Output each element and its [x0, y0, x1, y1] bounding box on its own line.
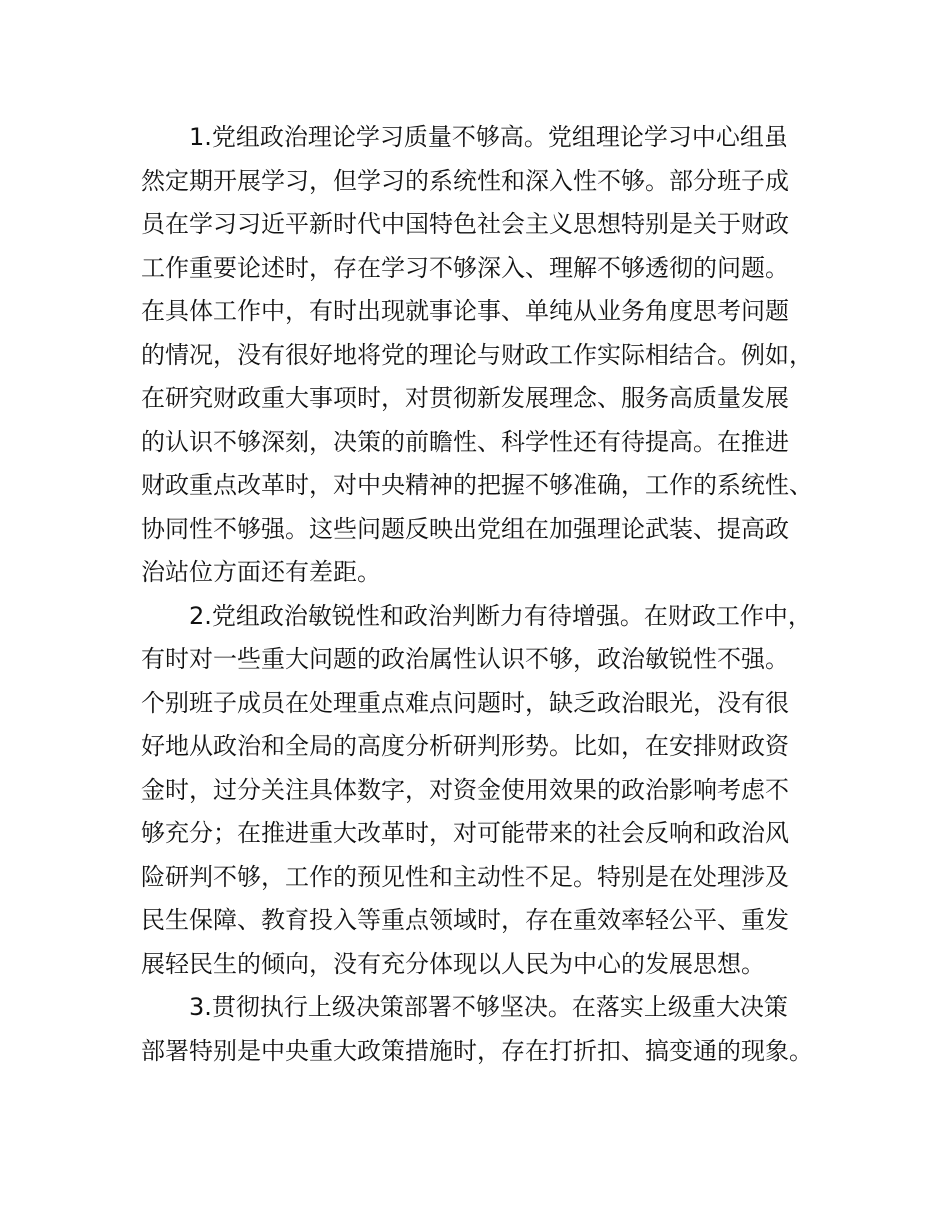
paragraph-line: 的认识不够深刻，决策的前瞻性、科学性还有待提高。在推进 — [141, 427, 789, 456]
paragraph-line: 2.党组政治敏锐性和政治判断力有待增强。在财政工作中， — [189, 601, 812, 630]
paragraph-3 — [141, 986, 827, 1073]
paragraph-line: 险研判不够，工作的预见性和主动性不足。特别是在处理涉及 — [141, 862, 789, 891]
document-body — [141, 116, 827, 1073]
paragraph-line: 在具体工作中，有时出现就事论事、单纯从业务角度思考问题 — [141, 297, 789, 325]
paragraph-line: 治站位方面还有差距。 — [141, 558, 381, 586]
paragraph-2 — [141, 595, 827, 987]
paragraph-line: 在研究财政重大事项时，对贯彻新发展理念、服务高质量发展 — [141, 384, 789, 412]
paragraph-1 — [141, 116, 827, 595]
paragraph-line: 展轻民生的倾向，没有充分体现以人民为中心的发展思想。 — [141, 949, 765, 978]
paragraph-line: 财政重点改革时，对中央精神的把握不够准确，工作的系统性、 — [141, 471, 813, 499]
paragraph-line: 个别班子成员在处理重点难点问题时，缺乏政治眼光，没有很 — [141, 688, 789, 717]
paragraph-line: 部署特别是中央重大政策措施时，存在打折扣、搞变通的现象。 — [141, 1036, 813, 1065]
paragraph-line: 1.党组政治理论学习质量不够高。党组理论学习中心组虽 — [189, 123, 788, 151]
paragraph-line: 协同性不够强。这些问题反映出党组在加强理论武装、提高政 — [141, 514, 789, 543]
paragraph-line: 金时，过分关注具体数字，对资金使用效果的政治影响考虑不 — [141, 775, 789, 804]
paragraph-line: 然定期开展学习，但学习的系统性和深入性不够。部分班子成 — [141, 166, 789, 195]
paragraph-line: 民生保障、教育投入等重点领域时，存在重效率轻公平、重发 — [141, 906, 789, 934]
paragraph-line: 的情况，没有很好地将党的理论与财政工作实际相结合。例如， — [141, 340, 813, 369]
paragraph-line: 好地从政治和全局的高度分析研判形势。比如，在安排财政资 — [141, 732, 789, 760]
paragraph-line: 有时对一些重大问题的政治属性认识不够，政治敏锐性不强。 — [141, 645, 789, 673]
paragraph-line: 够充分；在推进重大改革时，对可能带来的社会反响和政治风 — [141, 819, 789, 847]
paragraph-line: 员在学习习近平新时代中国特色社会主义思想特别是关于财政 — [141, 210, 789, 238]
paragraph-line: 3.贯彻执行上级决策部署不够坚决。在落实上级重大决策 — [189, 993, 788, 1021]
paragraph-line: 工作重要论述时，存在学习不够深入、理解不够透彻的问题。 — [141, 253, 789, 282]
